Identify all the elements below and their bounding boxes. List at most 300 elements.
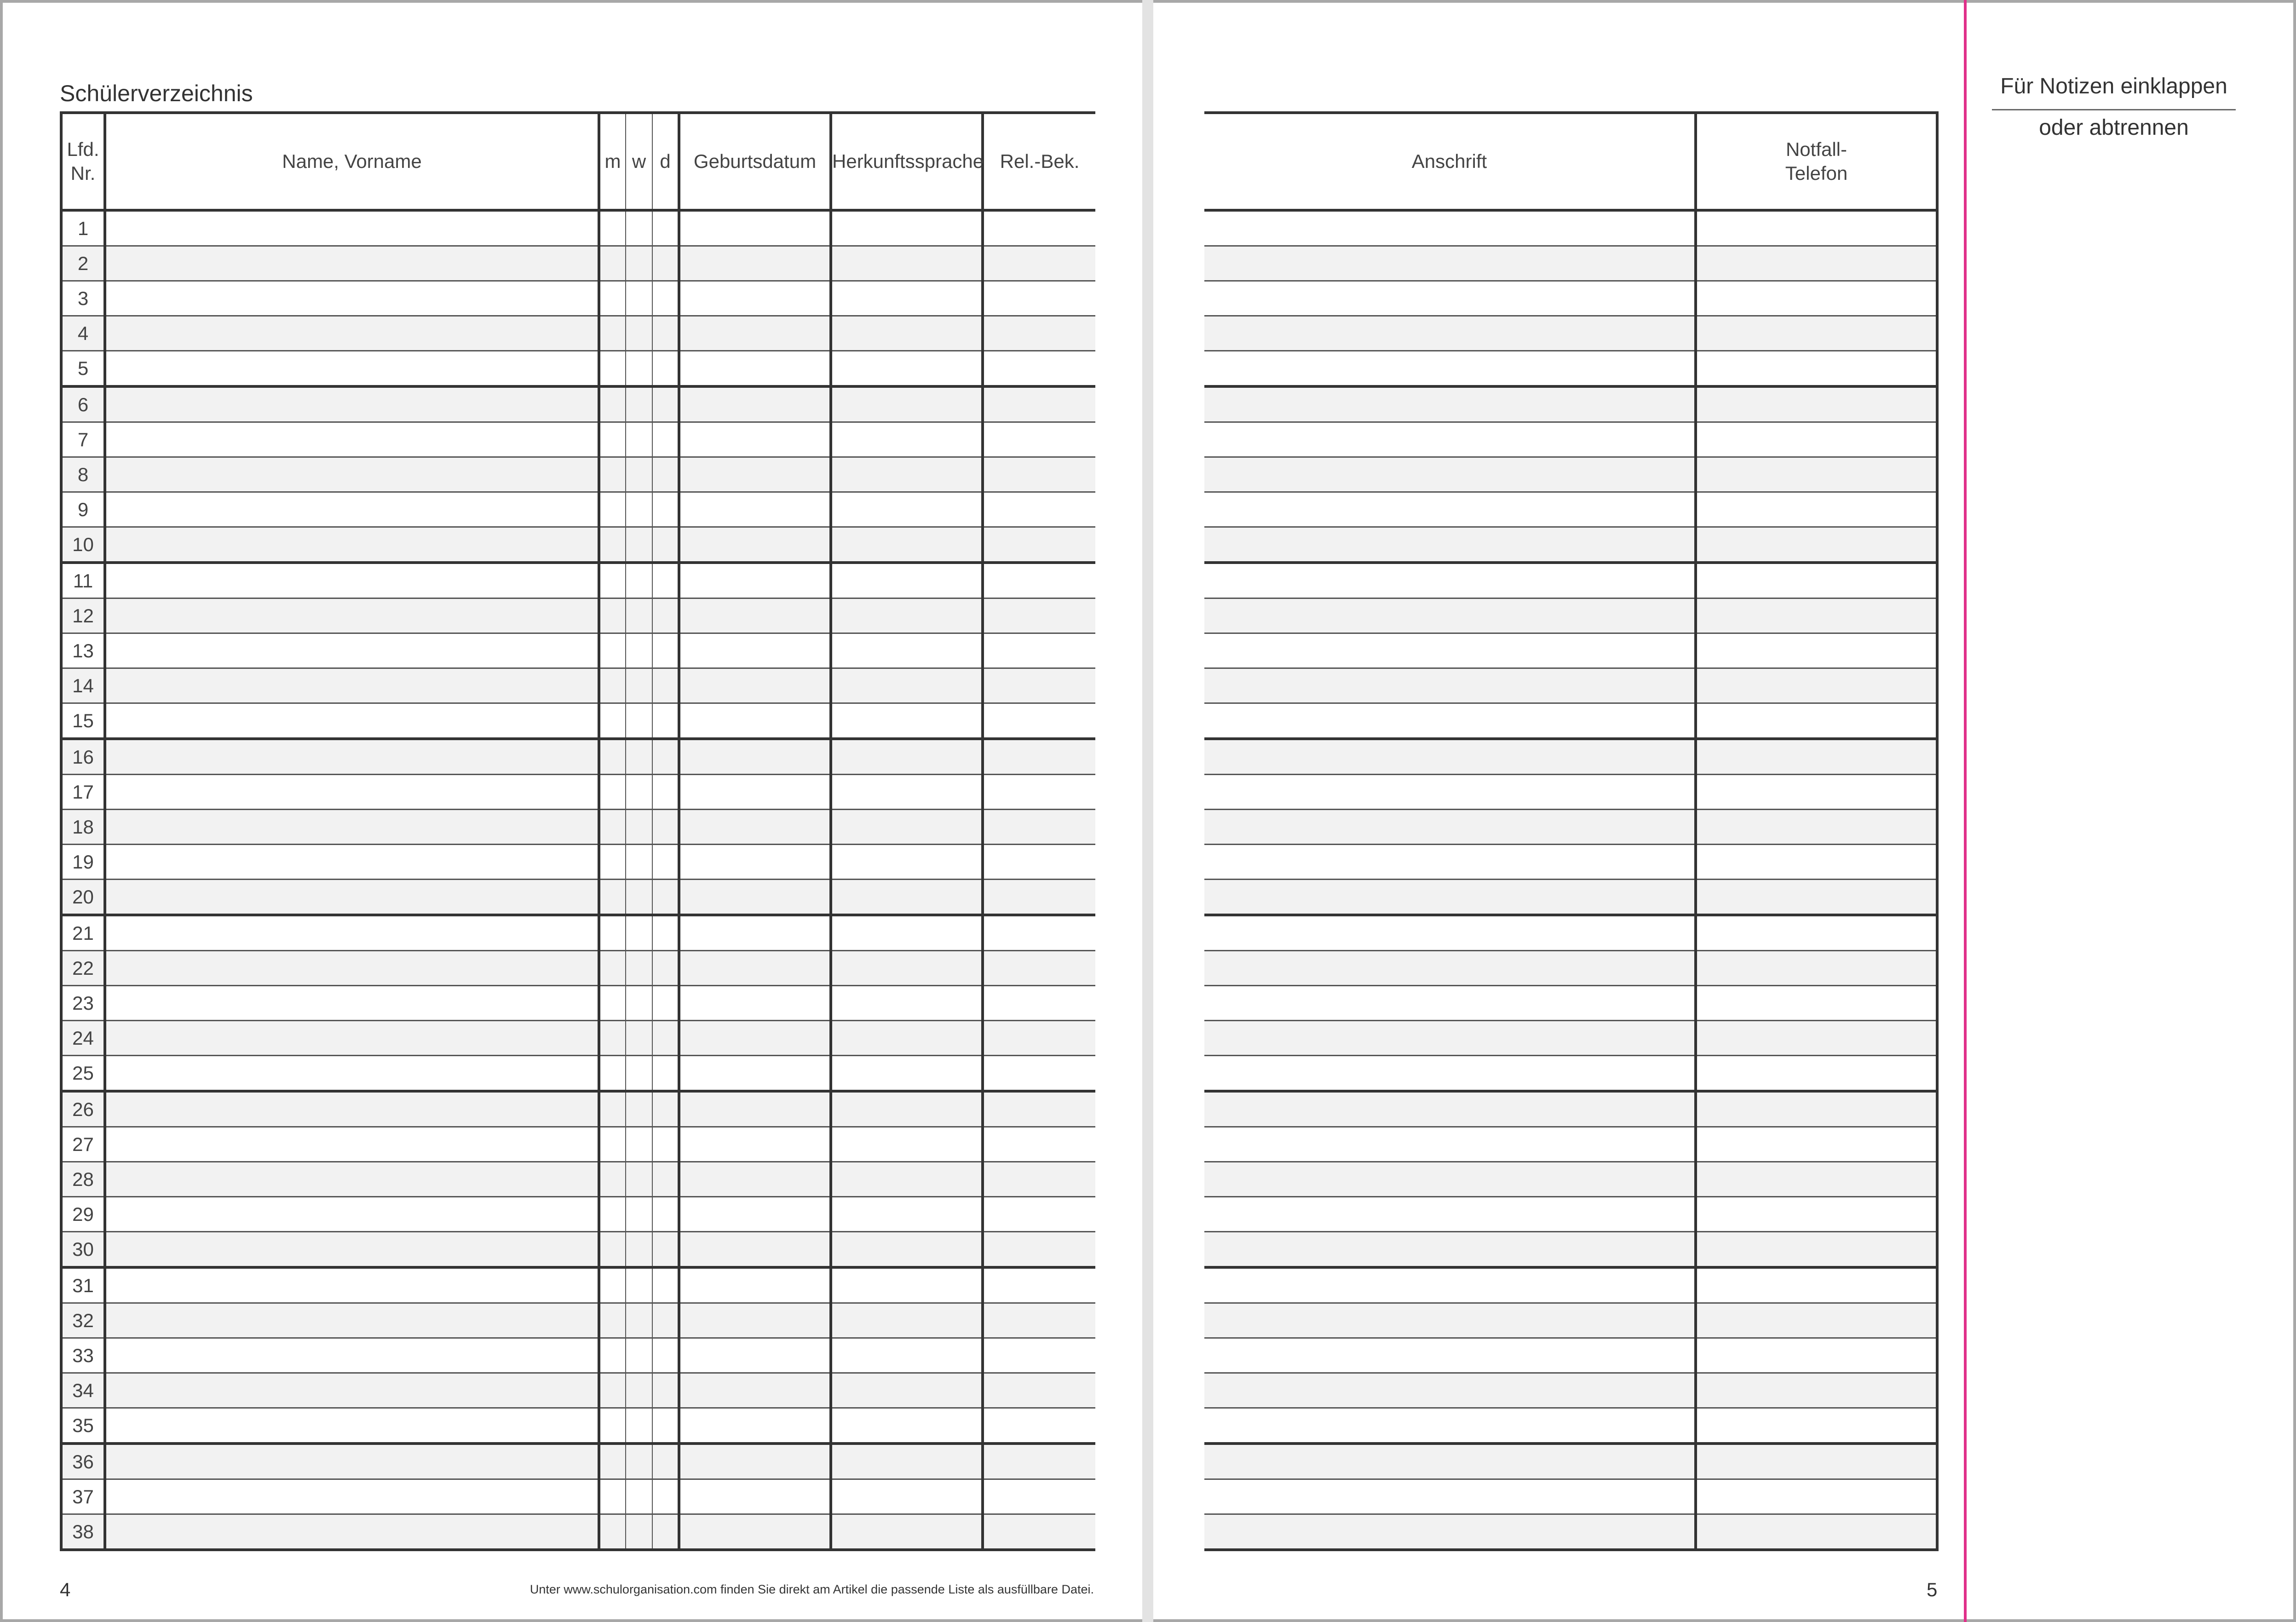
cell-address[interactable] — [1204, 422, 1696, 457]
cell-birthdate[interactable] — [679, 1091, 831, 1127]
cell-religion[interactable] — [983, 563, 1095, 598]
cell-birthdate[interactable] — [679, 1444, 831, 1479]
cell-w[interactable] — [626, 1373, 652, 1408]
cell-w[interactable] — [626, 1127, 652, 1162]
cell-address[interactable] — [1204, 351, 1696, 387]
cell-emergency-phone[interactable] — [1696, 1232, 1937, 1268]
cell-emergency-phone[interactable] — [1696, 1091, 1937, 1127]
cell-d[interactable] — [652, 210, 679, 246]
cell-birthdate[interactable] — [679, 1162, 831, 1197]
cell-language[interactable] — [831, 1127, 983, 1162]
cell-address[interactable] — [1204, 703, 1696, 739]
cell-language[interactable] — [831, 1162, 983, 1197]
cell-name[interactable] — [105, 739, 599, 775]
cell-emergency-phone[interactable] — [1696, 1514, 1937, 1550]
cell-religion[interactable] — [983, 351, 1095, 387]
cell-m[interactable] — [599, 951, 626, 986]
cell-birthdate[interactable] — [679, 668, 831, 703]
cell-name[interactable] — [105, 703, 599, 739]
cell-d[interactable] — [652, 1232, 679, 1268]
cell-address[interactable] — [1204, 1232, 1696, 1268]
cell-name[interactable] — [105, 1197, 599, 1232]
cell-religion[interactable] — [983, 281, 1095, 316]
cell-address[interactable] — [1204, 1373, 1696, 1408]
cell-address[interactable] — [1204, 1091, 1696, 1127]
cell-name[interactable] — [105, 316, 599, 351]
cell-address[interactable] — [1204, 633, 1696, 668]
cell-name[interactable] — [105, 915, 599, 951]
cell-language[interactable] — [831, 1514, 983, 1550]
cell-emergency-phone[interactable] — [1696, 563, 1937, 598]
cell-name[interactable] — [105, 1338, 599, 1373]
cell-emergency-phone[interactable] — [1696, 810, 1937, 845]
cell-address[interactable] — [1204, 1479, 1696, 1514]
cell-name[interactable] — [105, 845, 599, 880]
cell-religion[interactable] — [983, 246, 1095, 281]
cell-w[interactable] — [626, 1091, 652, 1127]
cell-birthdate[interactable] — [679, 527, 831, 563]
cell-language[interactable] — [831, 1444, 983, 1479]
cell-w[interactable] — [626, 703, 652, 739]
cell-m[interactable] — [599, 527, 626, 563]
cell-w[interactable] — [626, 1479, 652, 1514]
cell-d[interactable] — [652, 1091, 679, 1127]
cell-d[interactable] — [652, 1444, 679, 1479]
cell-d[interactable] — [652, 986, 679, 1021]
cell-religion[interactable] — [983, 1091, 1095, 1127]
cell-name[interactable] — [105, 810, 599, 845]
cell-w[interactable] — [626, 316, 652, 351]
cell-language[interactable] — [831, 210, 983, 246]
cell-m[interactable] — [599, 1303, 626, 1338]
cell-name[interactable] — [105, 986, 599, 1021]
cell-birthdate[interactable] — [679, 1021, 831, 1056]
cell-emergency-phone[interactable] — [1696, 1197, 1937, 1232]
cell-address[interactable] — [1204, 915, 1696, 951]
cell-name[interactable] — [105, 1408, 599, 1444]
cell-name[interactable] — [105, 527, 599, 563]
cell-emergency-phone[interactable] — [1696, 1444, 1937, 1479]
cell-religion[interactable] — [983, 668, 1095, 703]
cell-birthdate[interactable] — [679, 915, 831, 951]
cell-name[interactable] — [105, 351, 599, 387]
cell-d[interactable] — [652, 633, 679, 668]
cell-name[interactable] — [105, 1514, 599, 1550]
cell-address[interactable] — [1204, 775, 1696, 810]
cell-birthdate[interactable] — [679, 422, 831, 457]
cell-m[interactable] — [599, 457, 626, 492]
cell-language[interactable] — [831, 880, 983, 915]
cell-emergency-phone[interactable] — [1696, 703, 1937, 739]
cell-address[interactable] — [1204, 457, 1696, 492]
cell-emergency-phone[interactable] — [1696, 351, 1937, 387]
cell-emergency-phone[interactable] — [1696, 880, 1937, 915]
cell-w[interactable] — [626, 1232, 652, 1268]
cell-m[interactable] — [599, 810, 626, 845]
cell-language[interactable] — [831, 1479, 983, 1514]
cell-m[interactable] — [599, 1373, 626, 1408]
cell-w[interactable] — [626, 915, 652, 951]
cell-birthdate[interactable] — [679, 1267, 831, 1303]
cell-m[interactable] — [599, 1479, 626, 1514]
cell-emergency-phone[interactable] — [1696, 1479, 1937, 1514]
cell-w[interactable] — [626, 633, 652, 668]
cell-birthdate[interactable] — [679, 845, 831, 880]
cell-m[interactable] — [599, 703, 626, 739]
cell-language[interactable] — [831, 422, 983, 457]
cell-emergency-phone[interactable] — [1696, 492, 1937, 527]
cell-religion[interactable] — [983, 1021, 1095, 1056]
cell-m[interactable] — [599, 880, 626, 915]
cell-birthdate[interactable] — [679, 810, 831, 845]
cell-birthdate[interactable] — [679, 386, 831, 422]
cell-m[interactable] — [599, 633, 626, 668]
cell-birthdate[interactable] — [679, 1232, 831, 1268]
cell-religion[interactable] — [983, 633, 1095, 668]
cell-address[interactable] — [1204, 1303, 1696, 1338]
cell-w[interactable] — [626, 986, 652, 1021]
cell-religion[interactable] — [983, 422, 1095, 457]
cell-m[interactable] — [599, 351, 626, 387]
cell-d[interactable] — [652, 563, 679, 598]
cell-w[interactable] — [626, 598, 652, 633]
cell-language[interactable] — [831, 386, 983, 422]
cell-m[interactable] — [599, 1091, 626, 1127]
cell-w[interactable] — [626, 527, 652, 563]
cell-m[interactable] — [599, 1267, 626, 1303]
cell-emergency-phone[interactable] — [1696, 845, 1937, 880]
cell-address[interactable] — [1204, 1127, 1696, 1162]
cell-m[interactable] — [599, 281, 626, 316]
cell-language[interactable] — [831, 1303, 983, 1338]
cell-d[interactable] — [652, 316, 679, 351]
cell-w[interactable] — [626, 386, 652, 422]
cell-birthdate[interactable] — [679, 492, 831, 527]
cell-address[interactable] — [1204, 492, 1696, 527]
cell-m[interactable] — [599, 563, 626, 598]
cell-d[interactable] — [652, 1373, 679, 1408]
cell-language[interactable] — [831, 951, 983, 986]
cell-address[interactable] — [1204, 246, 1696, 281]
cell-m[interactable] — [599, 1232, 626, 1268]
cell-address[interactable] — [1204, 1444, 1696, 1479]
cell-m[interactable] — [599, 1444, 626, 1479]
cell-birthdate[interactable] — [679, 1408, 831, 1444]
cell-address[interactable] — [1204, 986, 1696, 1021]
cell-name[interactable] — [105, 880, 599, 915]
cell-d[interactable] — [652, 1514, 679, 1550]
cell-language[interactable] — [831, 986, 983, 1021]
cell-m[interactable] — [599, 598, 626, 633]
cell-d[interactable] — [652, 1267, 679, 1303]
cell-emergency-phone[interactable] — [1696, 422, 1937, 457]
cell-language[interactable] — [831, 739, 983, 775]
cell-name[interactable] — [105, 281, 599, 316]
cell-emergency-phone[interactable] — [1696, 457, 1937, 492]
cell-emergency-phone[interactable] — [1696, 1408, 1937, 1444]
cell-birthdate[interactable] — [679, 951, 831, 986]
cell-emergency-phone[interactable] — [1696, 1373, 1937, 1408]
cell-emergency-phone[interactable] — [1696, 527, 1937, 563]
cell-name[interactable] — [105, 210, 599, 246]
cell-name[interactable] — [105, 246, 599, 281]
cell-w[interactable] — [626, 1197, 652, 1232]
cell-religion[interactable] — [983, 386, 1095, 422]
cell-address[interactable] — [1204, 1408, 1696, 1444]
cell-emergency-phone[interactable] — [1696, 1162, 1937, 1197]
cell-d[interactable] — [652, 951, 679, 986]
cell-religion[interactable] — [983, 1303, 1095, 1338]
cell-w[interactable] — [626, 422, 652, 457]
cell-m[interactable] — [599, 1127, 626, 1162]
cell-address[interactable] — [1204, 598, 1696, 633]
cell-m[interactable] — [599, 1197, 626, 1232]
cell-birthdate[interactable] — [679, 1514, 831, 1550]
cell-d[interactable] — [652, 527, 679, 563]
cell-w[interactable] — [626, 1021, 652, 1056]
cell-religion[interactable] — [983, 739, 1095, 775]
cell-m[interactable] — [599, 422, 626, 457]
cell-d[interactable] — [652, 703, 679, 739]
cell-w[interactable] — [626, 563, 652, 598]
cell-m[interactable] — [599, 1162, 626, 1197]
cell-religion[interactable] — [983, 915, 1095, 951]
cell-m[interactable] — [599, 986, 626, 1021]
cell-birthdate[interactable] — [679, 1338, 831, 1373]
cell-birthdate[interactable] — [679, 598, 831, 633]
cell-w[interactable] — [626, 775, 652, 810]
cell-religion[interactable] — [983, 1408, 1095, 1444]
cell-birthdate[interactable] — [679, 210, 831, 246]
cell-religion[interactable] — [983, 1162, 1095, 1197]
cell-language[interactable] — [831, 1091, 983, 1127]
cell-language[interactable] — [831, 775, 983, 810]
cell-religion[interactable] — [983, 210, 1095, 246]
cell-language[interactable] — [831, 845, 983, 880]
cell-d[interactable] — [652, 598, 679, 633]
cell-religion[interactable] — [983, 880, 1095, 915]
cell-language[interactable] — [831, 1373, 983, 1408]
cell-address[interactable] — [1204, 1338, 1696, 1373]
cell-birthdate[interactable] — [679, 703, 831, 739]
cell-birthdate[interactable] — [679, 1479, 831, 1514]
cell-d[interactable] — [652, 1056, 679, 1092]
cell-birthdate[interactable] — [679, 246, 831, 281]
cell-address[interactable] — [1204, 1021, 1696, 1056]
cell-d[interactable] — [652, 1021, 679, 1056]
cell-address[interactable] — [1204, 1056, 1696, 1092]
cell-d[interactable] — [652, 457, 679, 492]
cell-language[interactable] — [831, 246, 983, 281]
cell-m[interactable] — [599, 1056, 626, 1092]
cell-religion[interactable] — [983, 316, 1095, 351]
cell-name[interactable] — [105, 951, 599, 986]
cell-address[interactable] — [1204, 1197, 1696, 1232]
cell-language[interactable] — [831, 563, 983, 598]
cell-w[interactable] — [626, 1338, 652, 1373]
cell-m[interactable] — [599, 492, 626, 527]
cell-d[interactable] — [652, 492, 679, 527]
cell-language[interactable] — [831, 1056, 983, 1092]
cell-religion[interactable] — [983, 1197, 1095, 1232]
cell-language[interactable] — [831, 351, 983, 387]
cell-religion[interactable] — [983, 1444, 1095, 1479]
cell-birthdate[interactable] — [679, 281, 831, 316]
cell-d[interactable] — [652, 1127, 679, 1162]
cell-emergency-phone[interactable] — [1696, 739, 1937, 775]
cell-emergency-phone[interactable] — [1696, 775, 1937, 810]
cell-w[interactable] — [626, 457, 652, 492]
cell-name[interactable] — [105, 1303, 599, 1338]
cell-address[interactable] — [1204, 1162, 1696, 1197]
cell-w[interactable] — [626, 281, 652, 316]
cell-w[interactable] — [626, 951, 652, 986]
cell-address[interactable] — [1204, 880, 1696, 915]
cell-emergency-phone[interactable] — [1696, 281, 1937, 316]
cell-name[interactable] — [105, 492, 599, 527]
cell-m[interactable] — [599, 210, 626, 246]
cell-religion[interactable] — [983, 1479, 1095, 1514]
cell-address[interactable] — [1204, 563, 1696, 598]
cell-language[interactable] — [831, 668, 983, 703]
cell-d[interactable] — [652, 915, 679, 951]
cell-language[interactable] — [831, 457, 983, 492]
cell-w[interactable] — [626, 1444, 652, 1479]
cell-address[interactable] — [1204, 845, 1696, 880]
cell-w[interactable] — [626, 810, 652, 845]
cell-address[interactable] — [1204, 668, 1696, 703]
cell-emergency-phone[interactable] — [1696, 246, 1937, 281]
cell-m[interactable] — [599, 668, 626, 703]
cell-name[interactable] — [105, 668, 599, 703]
cell-religion[interactable] — [983, 703, 1095, 739]
cell-address[interactable] — [1204, 386, 1696, 422]
cell-d[interactable] — [652, 1162, 679, 1197]
cell-religion[interactable] — [983, 598, 1095, 633]
cell-language[interactable] — [831, 316, 983, 351]
cell-emergency-phone[interactable] — [1696, 951, 1937, 986]
cell-language[interactable] — [831, 1338, 983, 1373]
cell-w[interactable] — [626, 246, 652, 281]
cell-emergency-phone[interactable] — [1696, 1021, 1937, 1056]
cell-emergency-phone[interactable] — [1696, 668, 1937, 703]
cell-address[interactable] — [1204, 1514, 1696, 1550]
cell-m[interactable] — [599, 845, 626, 880]
cell-d[interactable] — [652, 668, 679, 703]
cell-birthdate[interactable] — [679, 986, 831, 1021]
cell-birthdate[interactable] — [679, 1303, 831, 1338]
cell-emergency-phone[interactable] — [1696, 210, 1937, 246]
cell-w[interactable] — [626, 492, 652, 527]
cell-birthdate[interactable] — [679, 739, 831, 775]
cell-religion[interactable] — [983, 1267, 1095, 1303]
cell-w[interactable] — [626, 1056, 652, 1092]
cell-birthdate[interactable] — [679, 775, 831, 810]
cell-name[interactable] — [105, 775, 599, 810]
cell-language[interactable] — [831, 1408, 983, 1444]
cell-birthdate[interactable] — [679, 880, 831, 915]
cell-language[interactable] — [831, 527, 983, 563]
cell-religion[interactable] — [983, 1056, 1095, 1092]
cell-d[interactable] — [652, 246, 679, 281]
cell-language[interactable] — [831, 492, 983, 527]
cell-religion[interactable] — [983, 845, 1095, 880]
cell-religion[interactable] — [983, 1232, 1095, 1268]
cell-religion[interactable] — [983, 775, 1095, 810]
cell-birthdate[interactable] — [679, 1373, 831, 1408]
cell-name[interactable] — [105, 633, 599, 668]
cell-name[interactable] — [105, 386, 599, 422]
cell-m[interactable] — [599, 1408, 626, 1444]
cell-d[interactable] — [652, 1303, 679, 1338]
cell-m[interactable] — [599, 246, 626, 281]
cell-emergency-phone[interactable] — [1696, 1127, 1937, 1162]
cell-m[interactable] — [599, 915, 626, 951]
cell-name[interactable] — [105, 1267, 599, 1303]
cell-religion[interactable] — [983, 1127, 1095, 1162]
cell-emergency-phone[interactable] — [1696, 986, 1937, 1021]
cell-d[interactable] — [652, 351, 679, 387]
cell-language[interactable] — [831, 703, 983, 739]
cell-religion[interactable] — [983, 1373, 1095, 1408]
cell-name[interactable] — [105, 1056, 599, 1092]
cell-d[interactable] — [652, 386, 679, 422]
cell-name[interactable] — [105, 1162, 599, 1197]
cell-name[interactable] — [105, 563, 599, 598]
cell-emergency-phone[interactable] — [1696, 633, 1937, 668]
cell-language[interactable] — [831, 633, 983, 668]
cell-language[interactable] — [831, 810, 983, 845]
cell-address[interactable] — [1204, 810, 1696, 845]
cell-address[interactable] — [1204, 316, 1696, 351]
cell-religion[interactable] — [983, 492, 1095, 527]
cell-language[interactable] — [831, 1232, 983, 1268]
cell-w[interactable] — [626, 1514, 652, 1550]
cell-m[interactable] — [599, 1338, 626, 1373]
cell-d[interactable] — [652, 1197, 679, 1232]
cell-emergency-phone[interactable] — [1696, 1303, 1937, 1338]
cell-address[interactable] — [1204, 951, 1696, 986]
cell-emergency-phone[interactable] — [1696, 598, 1937, 633]
cell-m[interactable] — [599, 386, 626, 422]
cell-w[interactable] — [626, 845, 652, 880]
cell-birthdate[interactable] — [679, 316, 831, 351]
cell-emergency-phone[interactable] — [1696, 1267, 1937, 1303]
cell-religion[interactable] — [983, 457, 1095, 492]
cell-name[interactable] — [105, 1479, 599, 1514]
cell-address[interactable] — [1204, 1267, 1696, 1303]
cell-name[interactable] — [105, 1091, 599, 1127]
cell-d[interactable] — [652, 1338, 679, 1373]
cell-name[interactable] — [105, 1373, 599, 1408]
cell-emergency-phone[interactable] — [1696, 316, 1937, 351]
cell-w[interactable] — [626, 1408, 652, 1444]
cell-language[interactable] — [831, 915, 983, 951]
cell-w[interactable] — [626, 739, 652, 775]
cell-birthdate[interactable] — [679, 1127, 831, 1162]
cell-religion[interactable] — [983, 1514, 1095, 1550]
cell-religion[interactable] — [983, 951, 1095, 986]
cell-w[interactable] — [626, 1162, 652, 1197]
cell-m[interactable] — [599, 775, 626, 810]
cell-w[interactable] — [626, 880, 652, 915]
cell-address[interactable] — [1204, 210, 1696, 246]
cell-emergency-phone[interactable] — [1696, 386, 1937, 422]
cell-birthdate[interactable] — [679, 633, 831, 668]
cell-birthdate[interactable] — [679, 1056, 831, 1092]
cell-religion[interactable] — [983, 527, 1095, 563]
cell-birthdate[interactable] — [679, 563, 831, 598]
